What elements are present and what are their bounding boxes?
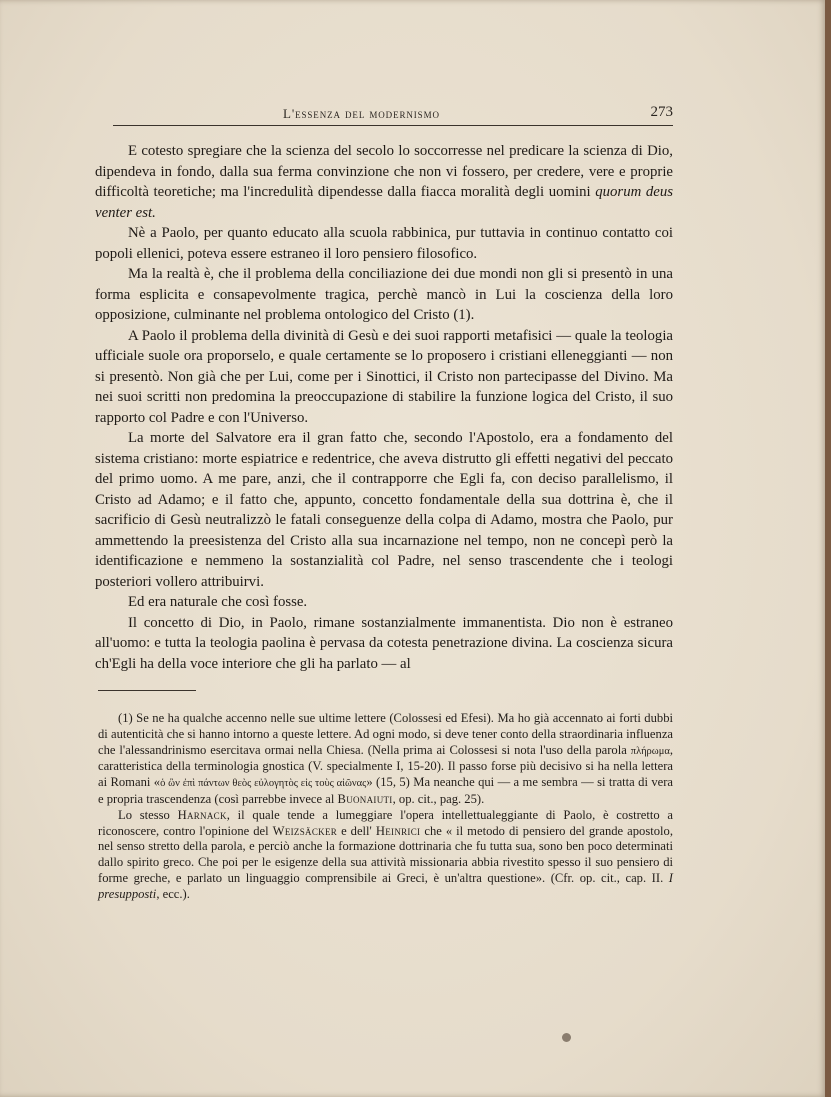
footnotes (98, 711, 673, 903)
cited-chapter: I presupposti (98, 870, 673, 901)
page-edge-shadow (825, 0, 831, 1097)
footnote-2: Lo stesso Harnack, il quale tende a lumeggiare l'opera intellettualeggiante di Paolo, è costretto a riconoscere, contro l'opinione del Weizsäcker e dell' Heinrici che « il metodo di pensiero del grande apostolo, nel senso stretto della parola, e perciò anche la formazione dottrinaria che fu tutta sua, sono ben poco determinati dallo spirito greco. Che poi per le esigenze della sua attività missionaria abbia rivestito spesso il suo pensiero di forme greche, e parlato un linguaggio comprensibile ai Greci, è un'altra questione». (Cfr. op. cit., cap. II. I presupposti, ecc.). (98, 807, 673, 901)
paragraph-3: Ma la realtà è, che il problema della conciliazione dei due mondi non gli si presentò in una forma esplicita e consapevolmente tragica, perchè mancò in Lui la coscienza della loro opposizione, culminante nel problema ontologico del Cristo (1). (95, 266, 673, 323)
footnote-1: (1) Se ne ha qualche accenno nelle sue ultime lettere (Colossesi ed Efesi). Ma ho già accennato ai forti dubbi di autenticità che si hanno intorno a queste lettere. Ad ogni modo, si deve tener conto della straordinaria influenza che l'alessandrinismo esercitava ormai nella Chiesa. (Nella prima ai Colossesi si nota l'uso della parola πλήρωμα, caratteristica della terminologia gnostica (V. specialmente I, 15-20). Il passo forse più decisivo si ha nella lettera ai Romani «ὁ ὢν ἐπὶ πάντων θεὸς εὐλογητὸς εἰς τοὺς αἰῶνας» (15, 5) Ma neanche qui — a me sembra — si tratta di vera e propria trascendenza (così parrebbe invece al Buonaiuti, op. cit., pag. 25). (98, 711, 674, 806)
paragraph-6: Ed era naturale che così fosse. (128, 594, 308, 610)
greek-term: πλήρωμα (630, 745, 670, 757)
paragraph-2: Nè a Paolo, per quanto educato alla scuola rabbinica, pur tuttavia in continuo contatto coi popoli ellenici, poteva essere estraneo il loro pensiero filosofico. (95, 225, 673, 262)
main-text (95, 141, 673, 674)
running-title: L'essenza del modernismo (283, 106, 440, 121)
header-rule (113, 125, 673, 126)
ink-spot (562, 1033, 571, 1042)
greek-quote: ὁ ὢν ἐπὶ πάντων θεὸς εὐλογητὸς εἰς τοὺς αἰῶνας (160, 778, 367, 790)
paragraph-5: La morte del Salvatore era il gran fatto che, secondo l'Apostolo, era a fondamento del sistema cristiano: morte espiatrice e redentrice, che aveva distrutto gli effetti negativi del peccato del primo uomo. A me pare, anzi, che il contrapporre che Egli fa, con deciso parallelismo, il Cristo ad Adamo; e il fatto che, appunto, concetto fondamentale della sua dottrina è, che il sacrificio di Gesù neutralizzò le fatali conseguenze della colpa di Adamo, mostra che Paolo, pur ammettendo la preesistenza del Cristo alla sua incarnazione nel tempo, non ne concepì però la identificazione e nemmeno la sostanzialità col Padre, nel senso trascendente che i teologi posteriori vollero attribuirvi. (95, 430, 673, 590)
paragraph-7: Il concetto di Dio, in Paolo, rimane sostanzialmente immanentista. Dio non è estraneo all'uomo: e tutta la teologia paolina è pervasa da cotesta penetrazione divina. La coscienza sicura ch'Egli ha della voce interiore che gli ha parlato — al (95, 614, 673, 672)
footnote-rule (98, 690, 196, 691)
paragraph-4: A Paolo il problema della divinità di Gesù e dei suoi rapporti metafisici — quale la teologia ufficiale suole ora proporselo, e quale certamente se lo proposero i cristiani elleneggianti — non si presentò. Non già che per Lui, come per i Sinottici, il Cristo non partecipasse del Divino. Ma nei suoi scritti non predomina la preoccupazione di stabilire la funzione logica del Cristo, il suo rapporto col Padre e con l'Universo. (95, 327, 673, 426)
author-name: Weizsäcker (272, 823, 338, 838)
author-name: Heinrici (375, 823, 421, 838)
latin-quote: quorum deus venter est. (95, 184, 673, 221)
page-number: 273 (650, 104, 673, 120)
author-name: Harnack (177, 807, 227, 822)
author-name: Buonaiuti (337, 791, 393, 806)
paragraph-1: E cotesto spregiare che la scienza del secolo lo soccorresse nel predicare la scienza di Dio, dipendeva in fondo, dalla sua ferma convinzione che non vi fossero, per credere, vere e proprie difficoltà teoretiche; ma l'incredulità dipendesse dalla fiacca moralità degli uomini quorum deus venter est. (95, 143, 673, 221)
